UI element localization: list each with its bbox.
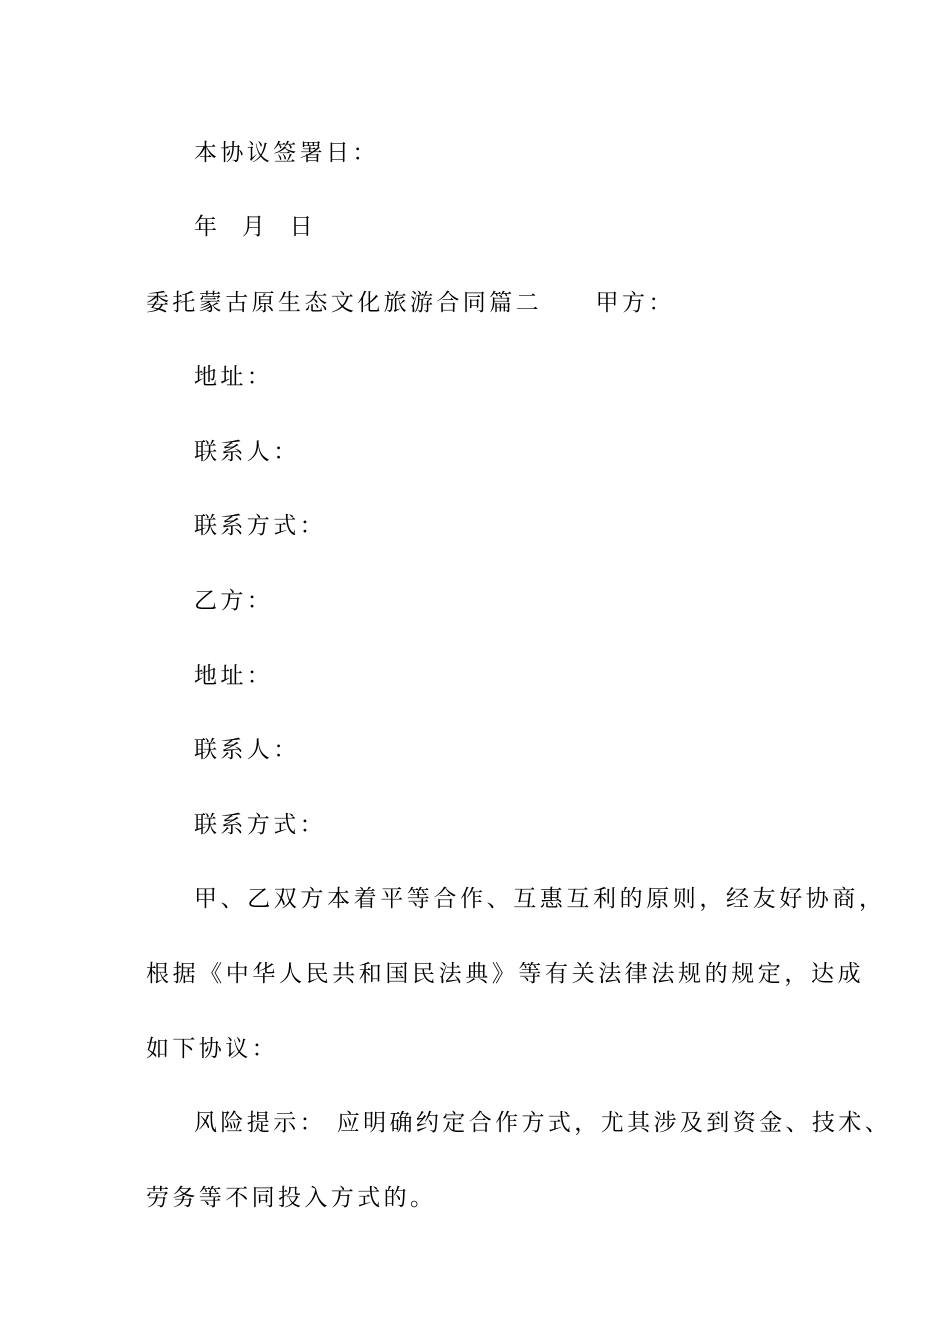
party-a-contact-label: 联系人：: [194, 439, 300, 465]
party-b-label: 乙方：: [194, 588, 274, 614]
signing-date-label: 本协议签署日：: [194, 140, 379, 166]
party-b-address-label: 地址：: [194, 663, 274, 689]
agreement-paragraph-line-2: 根据《中华人民共和国民法典》等有关法律法规的规定，达成: [146, 961, 865, 987]
risk-notice-line-2: 劳务等不同投入方式的。: [146, 1185, 437, 1211]
contract-title-party-a: 委托蒙古原生态文化旅游合同篇二 甲方：: [146, 290, 675, 316]
risk-notice-line-1: 风险提示： 应明确约定合作方式，尤其涉及到资金、技术、: [194, 1110, 892, 1136]
party-a-contact-method-label: 联系方式：: [194, 513, 326, 539]
party-a-address-label: 地址：: [194, 364, 274, 390]
agreement-paragraph-line-1: 甲、乙双方本着平等合作、互惠互利的原则，经友好协商，: [194, 886, 886, 912]
date-placeholder: 年 月 日: [194, 214, 317, 240]
party-b-contact-method-label: 联系方式：: [194, 812, 326, 838]
party-b-contact-label: 联系人：: [194, 737, 300, 763]
agreement-paragraph-line-3: 如下协议：: [146, 1036, 278, 1062]
